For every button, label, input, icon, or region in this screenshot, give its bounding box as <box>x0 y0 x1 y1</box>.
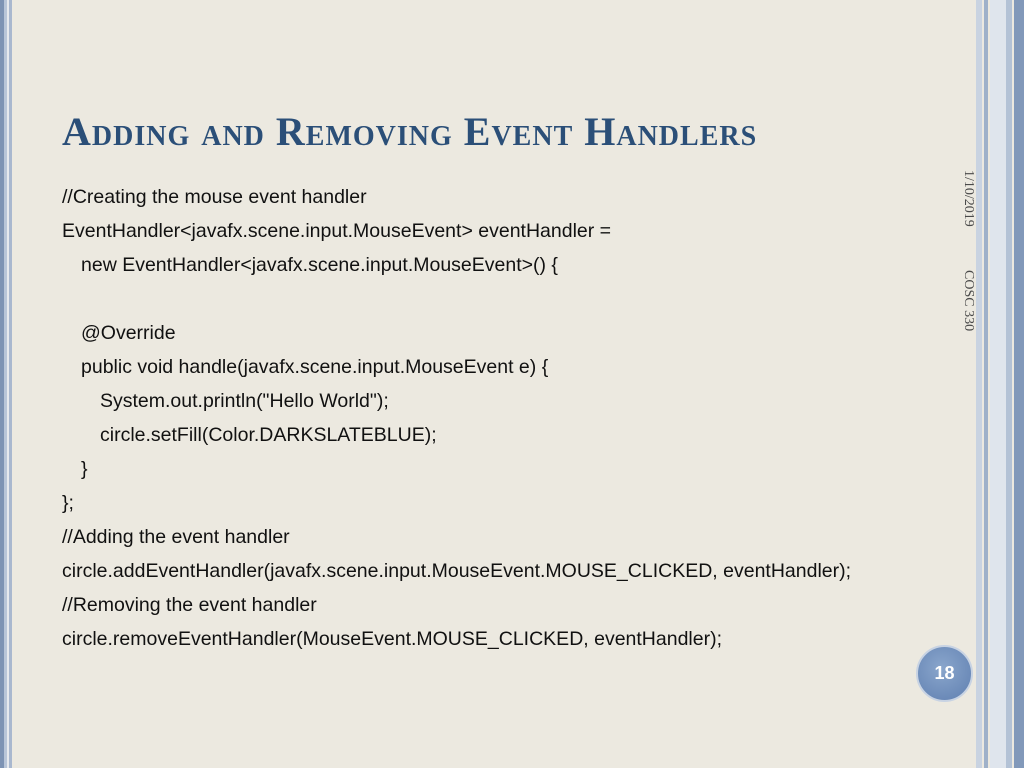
blank-line <box>62 288 902 311</box>
code-line: EventHandler<javafx.scene.input.MouseEvent> eventHandler = <box>62 220 612 242</box>
code-line: //Creating the mouse event handler <box>62 186 367 208</box>
code-line: new EventHandler<javafx.scene.input.MouseEvent>() { <box>81 254 558 276</box>
left-accent-bar <box>0 0 12 768</box>
code-line: //Removing the event handler <box>62 594 317 616</box>
code-body <box>62 186 902 662</box>
code-line: @Override <box>81 322 176 344</box>
slide-date: 1/10/2019 <box>961 170 976 227</box>
code-line: circle.setFill(Color.DARKSLATEBLUE); <box>100 424 437 446</box>
right-accent-bars <box>976 0 1024 768</box>
slide-title: Adding and Removing Event Handlers <box>62 109 758 154</box>
code-line: } <box>81 458 88 480</box>
code-line: circle.addEventHandler(javafx.scene.input.MouseEvent.MOUSE_CLICKED, eventHandler); <box>62 560 852 582</box>
course-label: COSC 330 <box>961 270 976 332</box>
code-line: public void handle(javafx.scene.input.MouseEvent e) { <box>81 356 549 378</box>
code-line: System.out.println("Hello World"); <box>100 390 389 412</box>
code-line: }; <box>62 492 74 514</box>
page-number-badge: 18 <box>916 645 973 702</box>
code-line: //Adding the event handler <box>62 526 290 548</box>
code-line: circle.removeEventHandler(MouseEvent.MOUSE_CLICKED, eventHandler); <box>62 628 723 650</box>
